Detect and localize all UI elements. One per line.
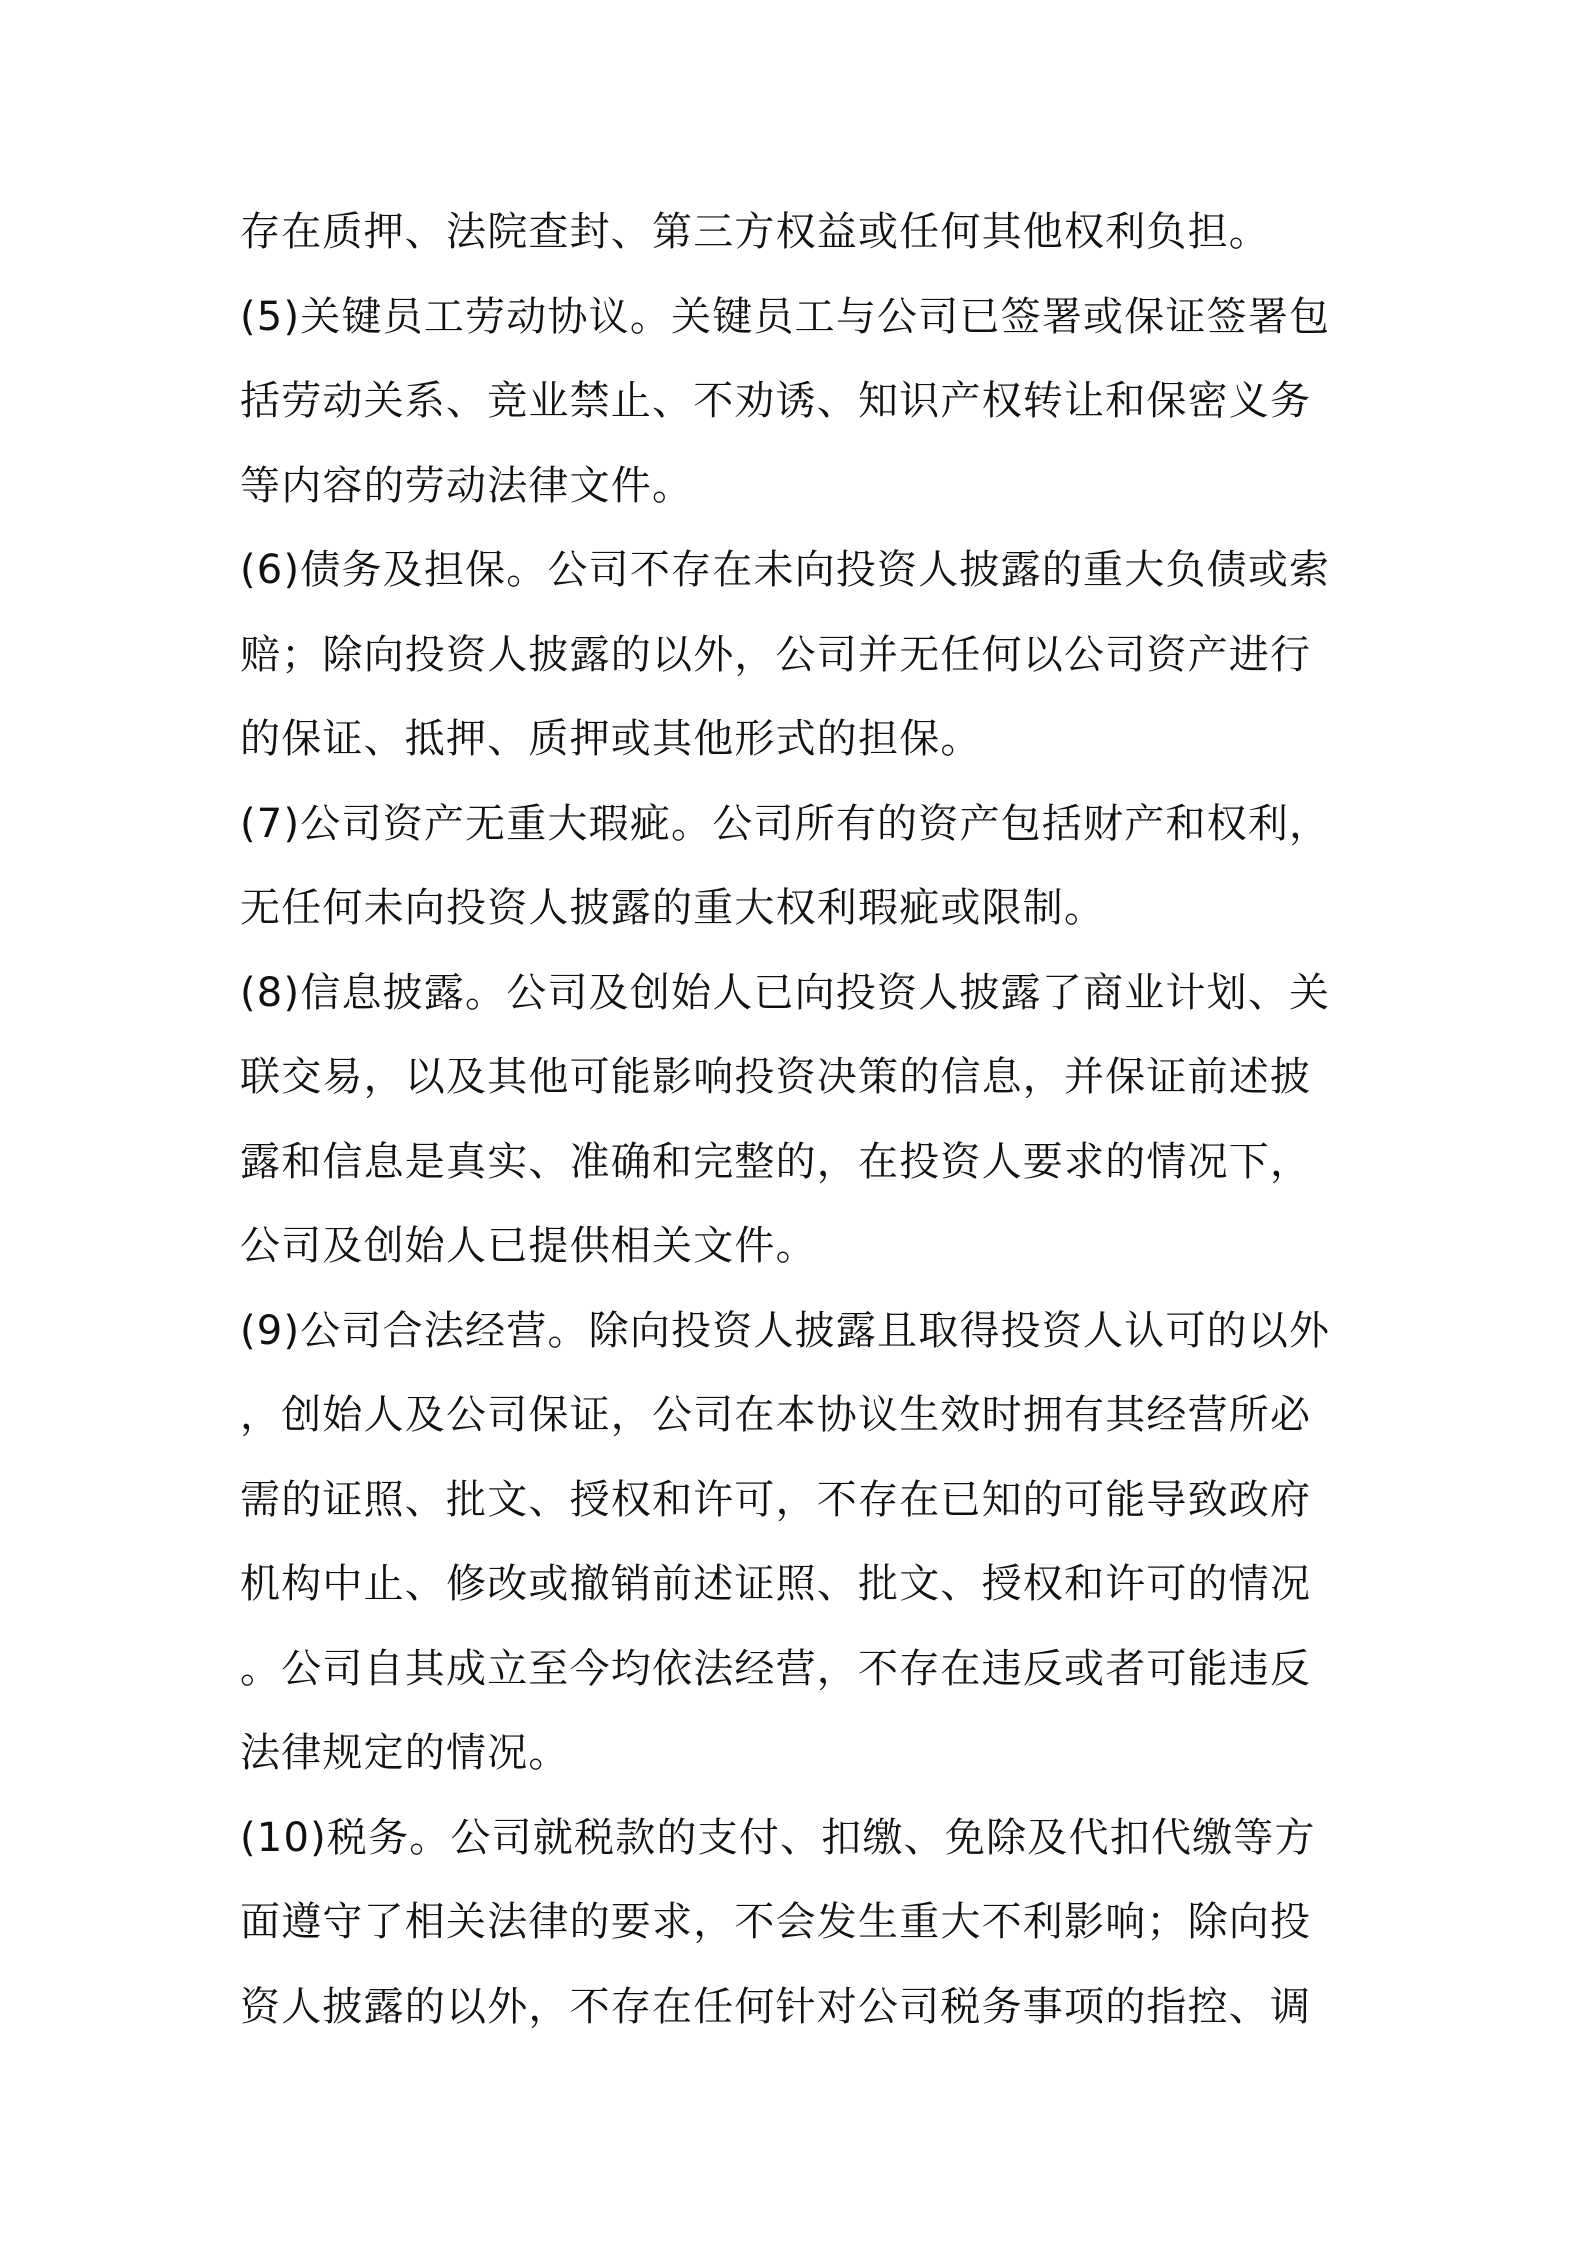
text-line: 公司及创始人已提供相关文件。 <box>240 1223 817 1269</box>
text-line: (6)债务及担保。公司不存在未向投资人披露的重大负债或索 <box>240 547 1331 593</box>
text-line: (10)税务。公司就税款的支付、扣缴、免除及代扣代缴等方 <box>240 1814 1316 1861</box>
text-line: 机构中止、修改或撤销前述证照、批文、授权和许可的情况 <box>240 1561 1312 1607</box>
text-line: 资人披露的以外，不存在任何针对公司税务事项的指控、调 <box>240 1983 1312 2030</box>
text-line: 存在质押、法院查封、第三方权益或任何其他权利负担。 <box>240 209 1270 255</box>
text-line: 括劳动关系、竞业禁止、不劝诱、知识产权转让和保密义务 <box>240 378 1312 424</box>
text-line: (8)信息披露。公司及创始人已向投资人披露了商业计划、关 <box>240 969 1331 1016</box>
text-line: 的保证、抵押、质押或其他形式的担保。 <box>240 716 982 762</box>
text-line: ，创始人及公司保证，公司在本协议生效时拥有其经营所必 <box>240 1392 1312 1438</box>
document-body <box>240 190 1360 2049</box>
text-line: (9)公司合法经营。除向投资人披露且取得投资人认可的以外 <box>240 1307 1331 1354</box>
text-line: (5)关键员工劳动协议。关键员工与公司已签署或保证签署包 <box>240 293 1331 340</box>
text-line: (7)公司资产无重大瑕疵。公司所有的资产包括财产和权利， <box>240 800 1331 847</box>
text-line: 需的证照、批文、授权和许可，不存在已知的可能导致政府 <box>240 1476 1312 1523</box>
text-line: 联交易，以及其他可能影响投资决策的信息，并保证前述披 <box>240 1054 1312 1100</box>
text-line: 赔；除向投资人披露的以外，公司并无任何以公司资产进行 <box>240 631 1312 678</box>
text-line: 法律规定的情况。 <box>240 1730 570 1776</box>
text-line: 等内容的劳动法律文件。 <box>240 462 694 509</box>
text-line: 。公司自其成立至今均依法经营，不存在违反或者可能违反 <box>240 1645 1312 1692</box>
text-line: 无任何未向投资人披露的重大权利瑕疵或限制。 <box>240 885 1106 931</box>
text-line: 面遵守了相关法律的要求，不会发生重大不利影响；除向投 <box>240 1899 1312 1945</box>
text-line: 露和信息是真实、准确和完整的，在投资人要求的情况下， <box>240 1138 1312 1185</box>
